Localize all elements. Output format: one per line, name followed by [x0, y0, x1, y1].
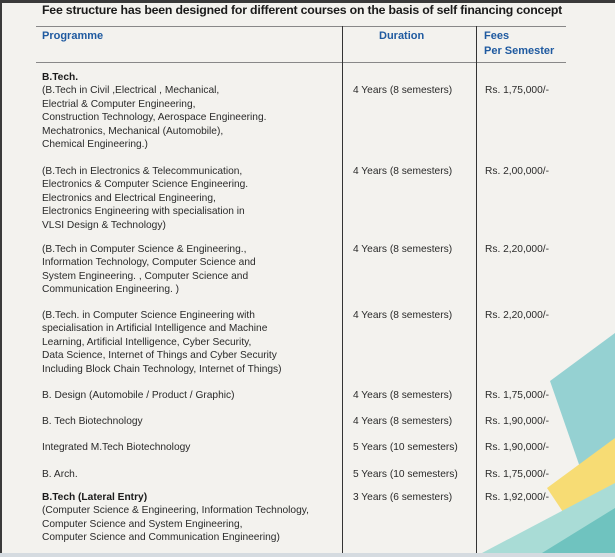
programme-line: B. Arch. [42, 469, 78, 480]
programme-line: specialisation in Artificial Intelligence and Machine [42, 323, 268, 335]
page-title: Fee structure has been designed for different courses on the basis of self financing concept [42, 3, 563, 17]
programme-heading: B.Tech (Lateral Entry) [42, 492, 148, 503]
programme-line: Data Science, Internet of Things and Cyber Security [42, 350, 277, 362]
programme-cell [42, 389, 235, 402]
duration-cell: 4 Years (8 semesters) [353, 310, 453, 321]
programme-line: (B.Tech in Civil ,Electrical , Mechanical, [42, 85, 220, 97]
programme-line: (B.Tech in Computer Science & Engineering., [42, 244, 247, 255]
fee-cell: Rs. 1,90,000/- [485, 416, 549, 427]
header-fees-line2: Per Semester [484, 45, 555, 57]
programme-cell [42, 165, 248, 232]
programme-line: B. Tech Biotechnology [42, 416, 143, 427]
fee-cell: Rs. 1,75,000/- [485, 390, 549, 401]
programme-line: Chemical Engineering.) [42, 139, 148, 151]
programme-cell [42, 491, 309, 545]
fee-cell: Rs. 1,92,000/- [485, 492, 549, 503]
header-bottom-rule [36, 62, 566, 63]
duration-cell: 4 Years (8 semesters) [353, 244, 453, 255]
programme-line: VLSI Design & Technology) [42, 219, 166, 231]
programme-line: (B.Tech in Electronics & Telecommunication, [42, 166, 243, 177]
programme-line: Construction Technology, Aerospace Engineering. [42, 112, 267, 124]
programme-cell [42, 71, 266, 151]
header-top-rule [36, 26, 566, 27]
fee-cell: Rs. 2,00,000/- [485, 166, 549, 177]
programme-line: B. Design (Automobile / Product / Graphic) [42, 390, 235, 401]
header-programme: Programme [42, 30, 104, 42]
programme-line: Electronics & Computer Science Engineering. [42, 179, 249, 191]
programme-line: System Engineering. , Computer Science and [42, 270, 249, 282]
programme-cell [42, 309, 282, 376]
programme-cell [42, 468, 78, 481]
fee-cell: Rs. 2,20,000/- [485, 310, 549, 321]
duration-cell: 4 Years (8 semesters) [353, 85, 453, 96]
programme-line: Learning, Artificial Intelligence, Cyber Security, [42, 336, 252, 348]
programme-line: (Computer Science & Engineering, Information Technology, [42, 505, 309, 517]
duration-cell: 4 Years (8 semesters) [353, 416, 453, 427]
programme-line: Including Block Chain Technology, Internet of Things) [42, 363, 282, 375]
bottom-strip [0, 553, 615, 557]
fee-structure-document [2, 3, 615, 553]
fee-cell: Rs. 1,75,000/- [485, 469, 549, 480]
programme-line: Computer Science and System Engineering, [42, 518, 243, 530]
programme-line: Communication Engineering. ) [42, 284, 180, 296]
programme-line: Electronics Engineering with specialisation in [42, 206, 245, 218]
programme-cell [42, 415, 143, 428]
programme-line: Integrated M.Tech Biotechnology [42, 442, 191, 453]
duration-cell: 5 Years (10 semesters) [353, 469, 458, 480]
column-divider [342, 26, 343, 553]
column-divider [476, 26, 477, 553]
programme-line: Electronics and Electrical Engineering, [42, 192, 216, 204]
fee-cell: Rs. 1,75,000/- [485, 85, 549, 96]
duration-cell: 4 Years (8 semesters) [353, 390, 453, 401]
programme-cell [42, 441, 190, 454]
fee-cell: Rs. 2,20,000/- [485, 244, 549, 255]
duration-cell: 5 Years (10 semesters) [353, 442, 458, 453]
programme-line: Information Technology, Computer Science and [42, 257, 256, 269]
header-duration: Duration [379, 30, 425, 42]
duration-cell: 4 Years (8 semesters) [353, 166, 453, 177]
programme-line: (B.Tech. in Computer Science Engineering with [42, 310, 255, 321]
programme-line: Mechatronics, Mechanical (Automobile), [42, 125, 224, 137]
header-fees [484, 29, 554, 59]
programme-line: Computer Science and Communication Engineering) [42, 532, 280, 544]
programme-cell [42, 243, 256, 297]
duration-cell: 3 Years (6 semesters) [353, 492, 453, 503]
programme-heading: B.Tech. [42, 72, 79, 83]
header-fees-line1: Fees [484, 30, 510, 42]
fee-cell: Rs. 1,90,000/- [485, 442, 549, 453]
programme-line: Electrial & Computer Engineering, [42, 98, 196, 110]
